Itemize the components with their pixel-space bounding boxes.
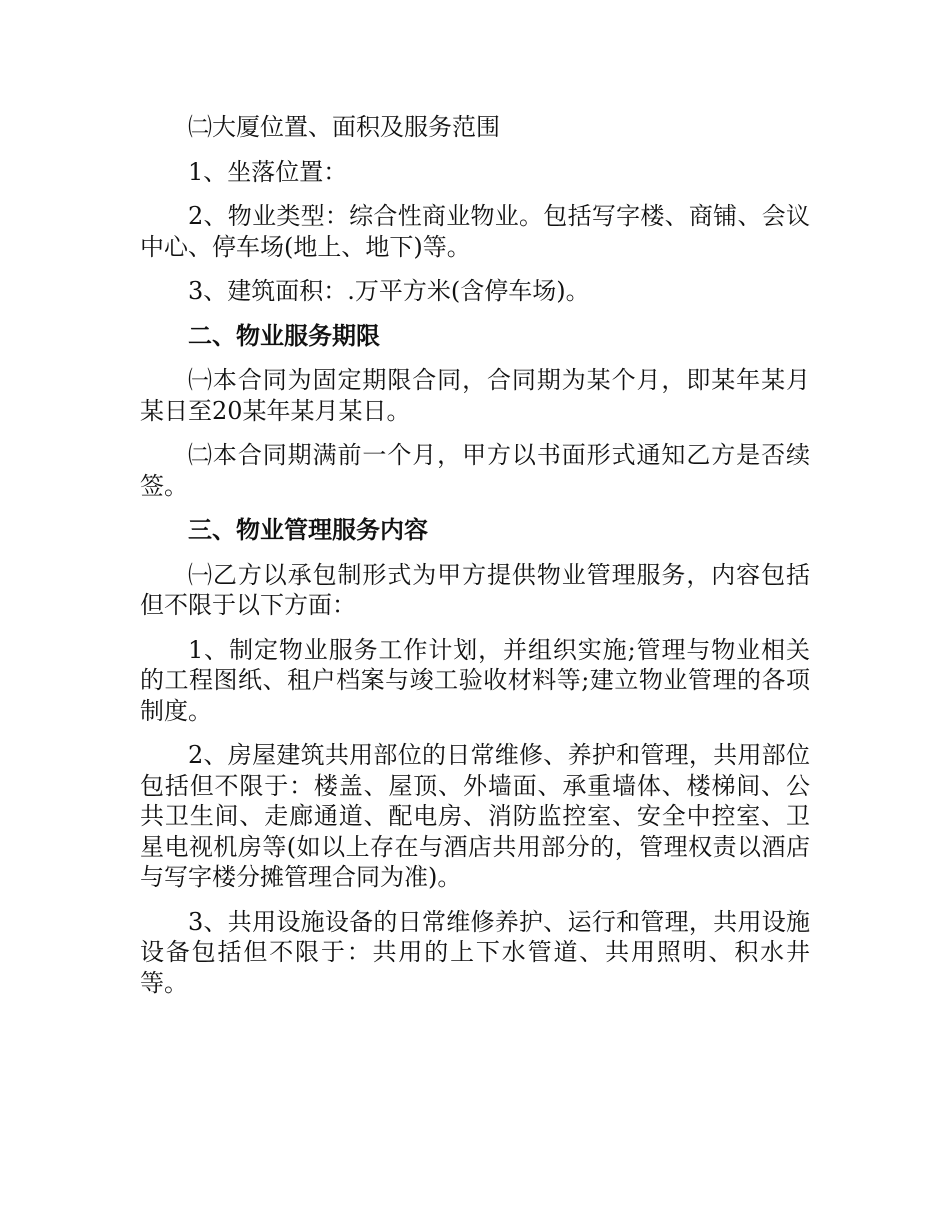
paragraph-service-plan: 1、制定物业服务工作计划，并组织实施;管理与物业相关的工程图纸、租户档案与竣工验收材料等;建立物业管理的各项制度。 — [140, 635, 810, 725]
paragraph-property-type: 2、物业类型：综合性商业物业。包括写字楼、商铺、会议中心、停车场(地上、地下)等。 — [140, 202, 810, 261]
section-heading-service-content: 三、物业管理服务内容 — [188, 515, 428, 544]
document-body — [140, 112, 810, 1012]
paragraph-renewal-notice: ㈡本合同期满前一个月，甲方以书面形式通知乙方是否续签。 — [140, 441, 810, 500]
section-subheading-location: ㈡大厦位置、面积及服务范围 — [188, 113, 500, 141]
paragraph-location: 1、坐落位置： — [188, 157, 348, 186]
paragraph-contract-term: ㈠本合同为固定期限合同，合同期为某个月，即某年某月某日至20某年某月某日。 — [140, 366, 810, 425]
paragraph-building-maintenance: 2、房屋建筑共用部位的日常维修、养护和管理，共用部位包括但不限于：楼盖、屋顶、外墙面、承重墙体、楼梯间、公共卫生间、走廊通道、配电房、消防监控室、安全中控室、卫星电视机房等(如以上存在与酒店共用部分的，管理权责以酒店与写字楼分摊管理合同为准)。 — [140, 741, 810, 891]
paragraph-facility-maintenance: 3、共用设施设备的日常维修养护、运行和管理，共用设施设备包括但不限于：共用的上下水管道、共用照明、积水井等。 — [140, 907, 810, 997]
paragraph-service-scope: ㈠乙方以承包制形式为甲方提供物业管理服务，内容包括但不限于以下方面： — [140, 560, 810, 619]
paragraph-building-area: 3、建筑面积：.万平方米(含停车场)。 — [188, 277, 590, 305]
section-heading-service-term: 二、物业服务期限 — [188, 320, 380, 350]
